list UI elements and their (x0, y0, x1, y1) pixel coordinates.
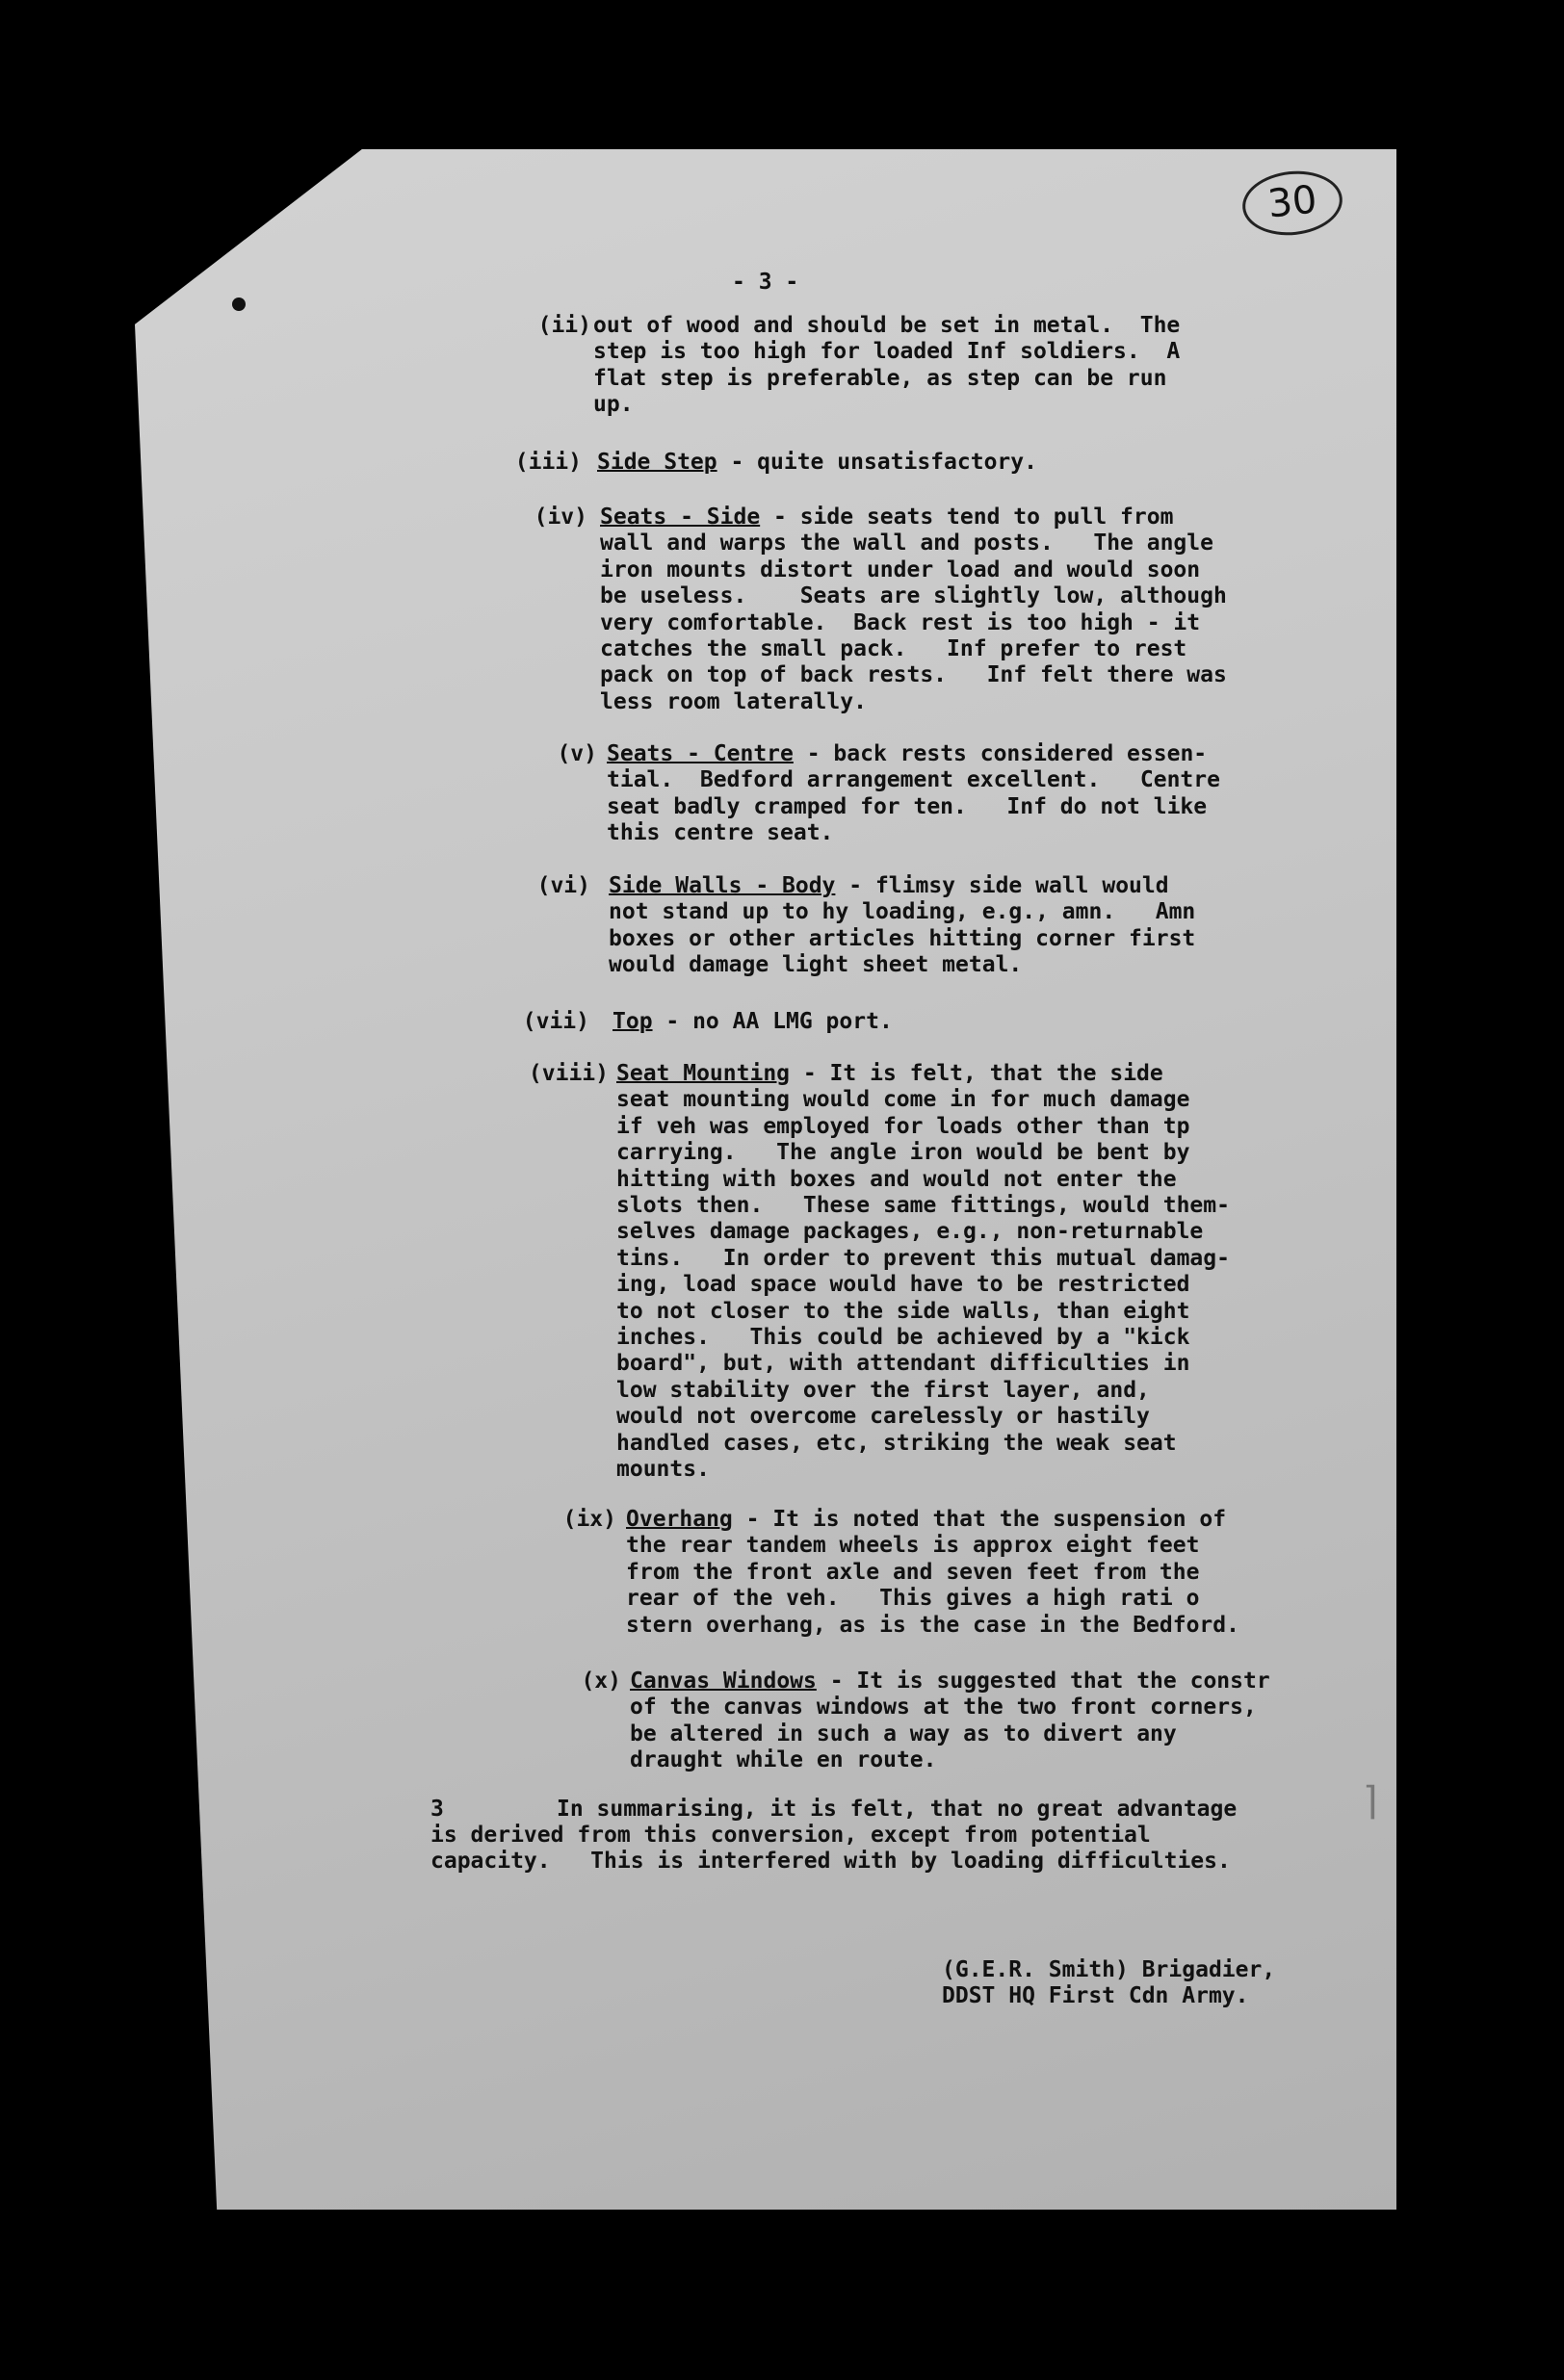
item-heading: Top (613, 1009, 653, 1034)
item-number: (v) (557, 741, 597, 766)
archive-page-number: 30 (1239, 167, 1345, 241)
punch-hole (232, 298, 246, 311)
item-body: Top - no AA LMG port. (613, 1009, 893, 1034)
item-heading: Side Walls - Body (609, 873, 836, 898)
item-body: Overhang - It is noted that the suspension of the rear tandem wheels is approx eight feet from the front axle and seven feet from the rear of the veh. This gives a high rati o stern overhang, as is the case in the Bedford. (626, 1507, 1239, 1638)
item-number: (vii) (522, 1009, 589, 1034)
summary-line: is derived from this conversion, except from potential (430, 1823, 1151, 1848)
item-heading: Seats - Side (600, 504, 761, 530)
margin-mark: ⌉ (1363, 1779, 1378, 1824)
summary-line: capacity. This is interfered with by loading difficulties. (430, 1849, 1231, 1874)
item-body: Side Walls - Body - flimsy side wall would not stand up to hy loading, e.g., amn. Amn boxes or other articles hitting corner first would damage light sheet metal. (609, 873, 1196, 978)
item-number: (ii) (537, 313, 591, 338)
paragraph-number: 3 (430, 1797, 444, 1822)
item-number: (viii) (528, 1061, 609, 1086)
item-number: (vi) (536, 873, 590, 898)
summary-line: In summarising, it is felt, that no great advantage (557, 1797, 1238, 1822)
item-body: Canvas Windows - It is suggested that the constr of the canvas windows at the two front corners, be altered in such a way as to divert any draught while en route. (630, 1669, 1270, 1773)
item-body: Seats - Side - side seats tend to pull from wall and warps the wall and posts. The angle iron mounts distort under load and would soon be useless. Seats are slightly low, although very comfortable. Back rest is too high - it catches the small pack. Inf prefer to rest pack on top of back rests. Inf felt there was less room laterally. (600, 504, 1227, 714)
page-number: - 3 - (732, 270, 799, 295)
item-heading: Seats - Centre (607, 741, 794, 766)
item-number: (iii) (514, 450, 582, 475)
item-heading: Overhang (626, 1507, 733, 1532)
item-number: (x) (581, 1669, 621, 1694)
item-heading: Seat Mounting (616, 1061, 791, 1086)
item-body: out of wood and should be set in metal. The step is too high for loaded Inf soldiers. A flat step is preferable, as step can be run up. (593, 313, 1181, 418)
item-heading: Side Step (597, 450, 717, 475)
signature-unit: DDST HQ First Cdn Army. (942, 1983, 1249, 2009)
signature-block (942, 1957, 1275, 2010)
item-heading: Canvas Windows (630, 1669, 817, 1694)
signature-name: (G.E.R. Smith) Brigadier, (942, 1957, 1276, 1982)
item-body: Seat Mounting - It is felt, that the side seat mounting would come in for much damage if veh was employed for loads other than tp carrying. The angle iron would be bent by hitting with boxes and would not enter the slots then. These same fittings, would them- selves damage packages, e.g., non-returnable tins. In order to prevent this mutual damag- ing, load space would have to be restricted to not closer to the side walls, than eight inches. This could be achieved by a "kick board", but, with attendant difficulties in low stability over the first layer, and, would not overcome carelessly or hastily handled cases, etc, striking the weak seat mounts. (616, 1061, 1230, 1483)
item-number: (ix) (562, 1507, 616, 1532)
item-body: Seats - Centre - back rests considered essen- tial. Bedford arrangement excellent. Centre seat badly cramped for ten. Inf do not like this centre seat. (607, 741, 1220, 846)
item-number: (iv) (534, 504, 587, 530)
item-body: Side Step - quite unsatisfactory. (597, 450, 1037, 475)
